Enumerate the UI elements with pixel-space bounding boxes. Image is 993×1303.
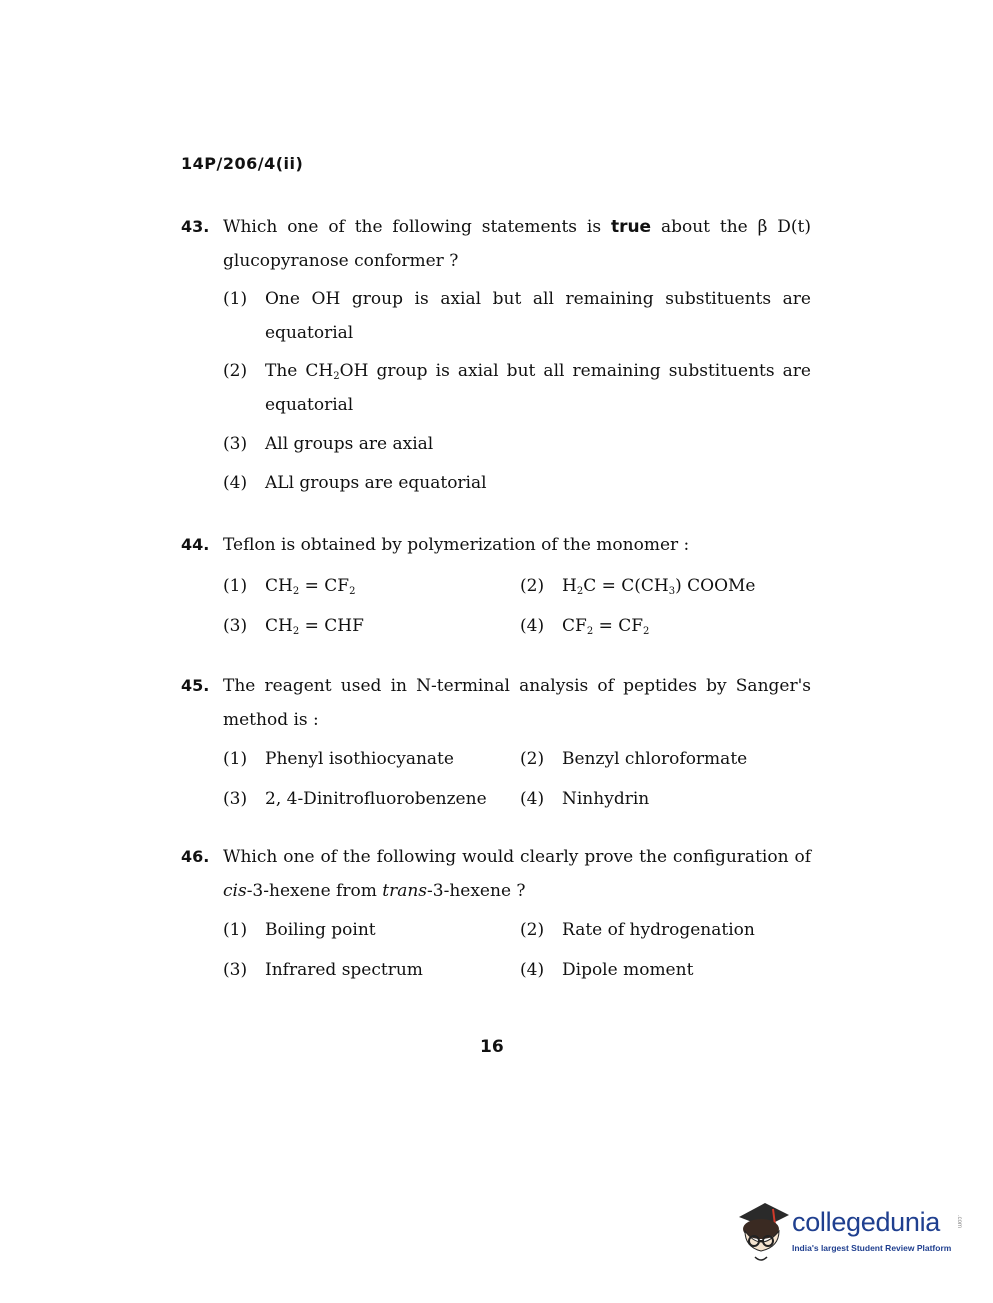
- option-1: (1) Boiling point: [223, 920, 376, 940]
- question-number: 43.: [181, 217, 210, 236]
- option-1: (1) One OH group is axial but all remaining substituents are: [223, 289, 811, 309]
- brand-suffix: .com: [956, 1215, 962, 1229]
- brand-tagline: India's largest Student Review Platform: [792, 1243, 952, 1253]
- option-2: (2) Benzyl chloroformate: [520, 749, 748, 769]
- question-43: [181, 210, 811, 500]
- question-46: [181, 840, 811, 990]
- question-text-continued: method is :: [223, 710, 319, 730]
- option-1-continued: equatorial: [265, 323, 354, 343]
- brand-name: collegedunia: [792, 1207, 941, 1237]
- question-text: Teflon is obtained by polymerization of the monomer :: [223, 535, 690, 555]
- question-text-continued: glucopyranose conformer ?: [223, 251, 459, 271]
- option-4: (4) ALl groups are equatorial: [223, 473, 487, 493]
- option-2-continued: equatorial: [265, 395, 354, 415]
- option-2: (2) Rate of hydrogenation: [520, 920, 755, 940]
- paper-code: 14P/206/4(ii): [181, 154, 304, 173]
- emphasis-true: true: [610, 217, 652, 237]
- mascot-icon: [735, 1195, 790, 1265]
- question-text-continued: cis-3-hexene from trans-3-hexene ?: [223, 881, 526, 901]
- question-text: Which one of the following would clearly prove the configuration of: [223, 847, 811, 867]
- question-45: [181, 669, 811, 819]
- option-4: (4) Dipole moment: [520, 960, 694, 980]
- option-2: (2) The $CH_2OH$ group is axial but all remaining substituents are: [223, 361, 811, 382]
- option-4: (4) Ninhydrin: [520, 789, 650, 809]
- option-3: (3) 2, 4-Dinitrofluorobenzene: [223, 789, 487, 809]
- option-3: (3) $CH_2$ = CHF: [223, 616, 364, 637]
- question-44: [181, 528, 811, 646]
- option-4: (4) $CF_2 = CF_2$: [520, 616, 650, 637]
- question-number: 44.: [181, 535, 210, 554]
- option-3: (3) Infrared spectrum: [223, 960, 423, 980]
- option-1: (1) $CH_2 = CF_2$: [223, 576, 356, 597]
- option-1: (1) Phenyl isothiocyanate: [223, 749, 454, 769]
- question-number: 45.: [181, 676, 210, 695]
- question-number: 46.: [181, 847, 210, 866]
- page-number: 16: [480, 1037, 504, 1057]
- question-text: The reagent used in N-terminal analysis of peptides by Sanger's: [223, 676, 811, 696]
- question-text: Which one of the following statements is true about the β D(t): [223, 217, 812, 237]
- option-3: (3) All groups are axial: [223, 434, 434, 454]
- option-2: (2) $H_2C = C(CH_3)$ COOMe: [520, 576, 756, 597]
- collegedunia-logo: [735, 1195, 965, 1267]
